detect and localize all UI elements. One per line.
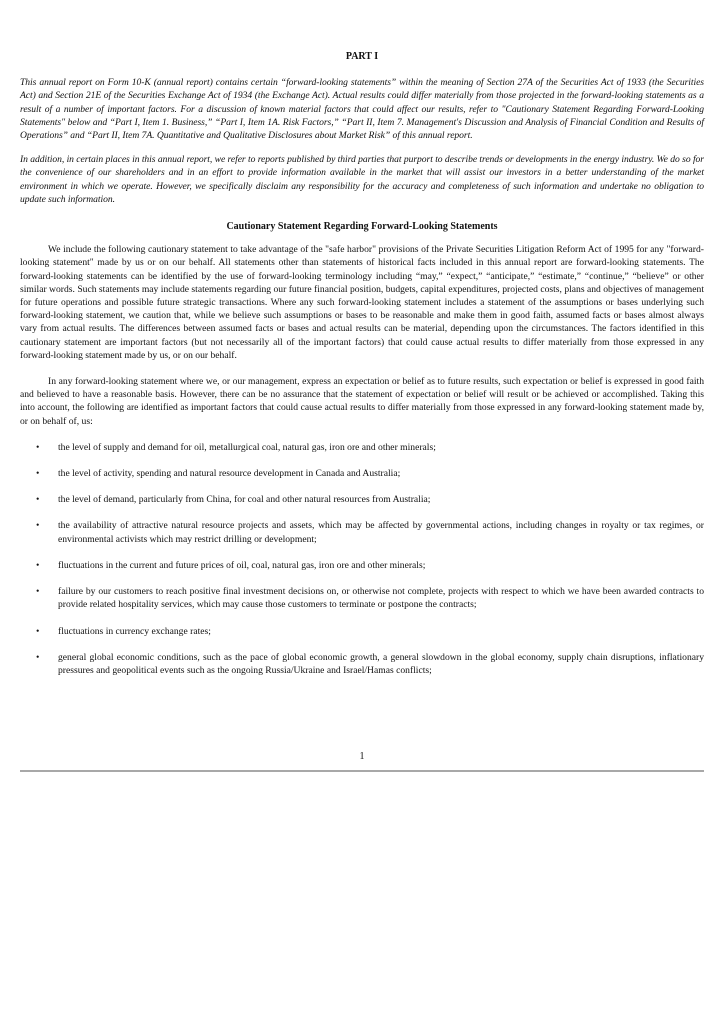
list-item [20,625,704,638]
bullet-icon: • [36,651,40,663]
list-item [20,493,704,506]
section-heading: Cautionary Statement Regarding Forward-Looking Statements [226,221,498,233]
footer-divider [20,770,704,772]
bullet-icon: • [36,586,40,598]
body-paragraph-safe-harbor: We include the following cautionary statement to take advantage of the "safe harbor" provisions of the Private Securities Litigation Reform Act of 1995 for any "forward-looking statement" made by us or on our behalf. All statements other than statements of historical facts included in this annual report are forward-looking statements. The forward-looking statements can be identified by the use of forward-looking terminology including “may,” “expect,” “anticipate,” “estimate,” “continue,” “believe” or other similar words. Such statements may include statements regarding our future financial position, budgets, capital expenditures, projected costs, plans and objectives of management for future operations and possible future strategic transactions. Where any such forward-looking statement includes a statement of the assumptions or bases underlying such forward-looking statement, we caution that, while we believe such assumptions or bases to be reasonable and make them in good faith, assumed facts or bases almost always vary from actual results. The differences between assumed facts or bases and actual results can be material, depending upon the circumstances. The factors identified in this cautionary statement are important factors (but not necessarily all of the important factors) that could cause actual results to differ materially from those expressed in any forward-looking statement made by us, or on our behalf. [20,244,704,361]
list-item-text: the level of supply and demand for oil, metallurgical coal, natural gas, iron ore and other minerals; [58,441,436,453]
document-page [20,50,704,690]
list-item-text: general global economic conditions, such as the pace of global economic growth, a general slowdown in the global economy, supply chain disruptions, inflationary pressures and geopolitical events such as the ongoing Russia/Ukraine and Israel/Hamas conflicts; [58,651,704,676]
list-item [20,441,704,454]
risk-factor-list [20,441,704,677]
list-item [20,519,704,545]
bullet-icon: • [36,625,40,637]
page-number: 1 [359,751,365,762]
intro-paragraph-forward-looking: This annual report on Form 10-K (annual report) contains certain “forward-looking statements” within the meaning of Section 27A of the Securities Act of 1933 (the Securities Act) and Section 21E of the Securities Exchange Act of 1934 (the Exchange Act). Actual results could differ materially from those projected in the forward-looking statements as a result of a number of important factors. For a discussion of known material factors that could affect our results, refer to "Cautionary Statement Regarding Forward-Looking Statements" below and “Part I, Item 1. Business,” “Part I, Item 1A. Risk Factors,” “Part II, Item 7. Management's Discussion and Analysis of Financial Condition and Results of Operations” and “Part II, Item 7A. Quantitative and Qualitative Disclosures about Market Risk” of this annual report. [20,77,704,142]
bullet-icon: • [36,520,40,532]
body-paragraph-expectations: In any forward-looking statement where we, or our management, express an expectation or belief as to future results, such expectation or belief is expressed in good faith and believed to have a reasonable basis. However, there can be no assurance that the statement of expectation or belief will result or be achieved or accomplished. Taking this into account, the following are identified as important factors that could cause actual results to differ materially from those expressed in any forward-looking statement made by, or on behalf of, us: [20,376,704,427]
bullet-icon: • [36,494,40,506]
bullet-icon: • [36,441,40,453]
list-item [20,559,704,572]
part-title: PART I [345,51,379,62]
bullet-icon: • [36,559,40,571]
list-item-text: fluctuations in the current and future prices of oil, coal, natural gas, iron ore and other minerals; [58,559,426,571]
list-item-text: the level of activity, spending and natural resource development in Canada and Australia; [58,468,401,480]
list-item [20,467,704,480]
list-item [20,585,704,611]
list-item-text: the level of demand, particularly from China, for coal and other natural resources from Australia; [58,494,431,506]
bullet-icon: • [36,468,40,480]
intro-paragraph-third-party-reports: In addition, in certain places in this annual report, we refer to reports published by third parties that purport to describe trends or developments in the energy industry. We do so for the convenience of our shareholders and in an effort to provide information available in the market that will assist our investors in a better understanding of the market environment in which we operate. However, we specifically disclaim any responsibility for the accuracy and completeness of such information and undertake no obligation to update such information. [20,154,704,205]
list-item [20,651,704,677]
list-item-text: failure by our customers to reach positive final investment decisions on, or otherwise not complete, projects with respect to which we have been awarded contracts to provide related hospitality services, which may cause those customers to terminate or postpone the contracts; [58,586,704,611]
list-item-text: fluctuations in currency exchange rates; [58,625,211,637]
list-item-text: the availability of attractive natural resource projects and assets, which may be affected by governmental actions, including changes in royalty or tax regimes, or environmental activists which may restrict drilling or development; [58,520,704,545]
